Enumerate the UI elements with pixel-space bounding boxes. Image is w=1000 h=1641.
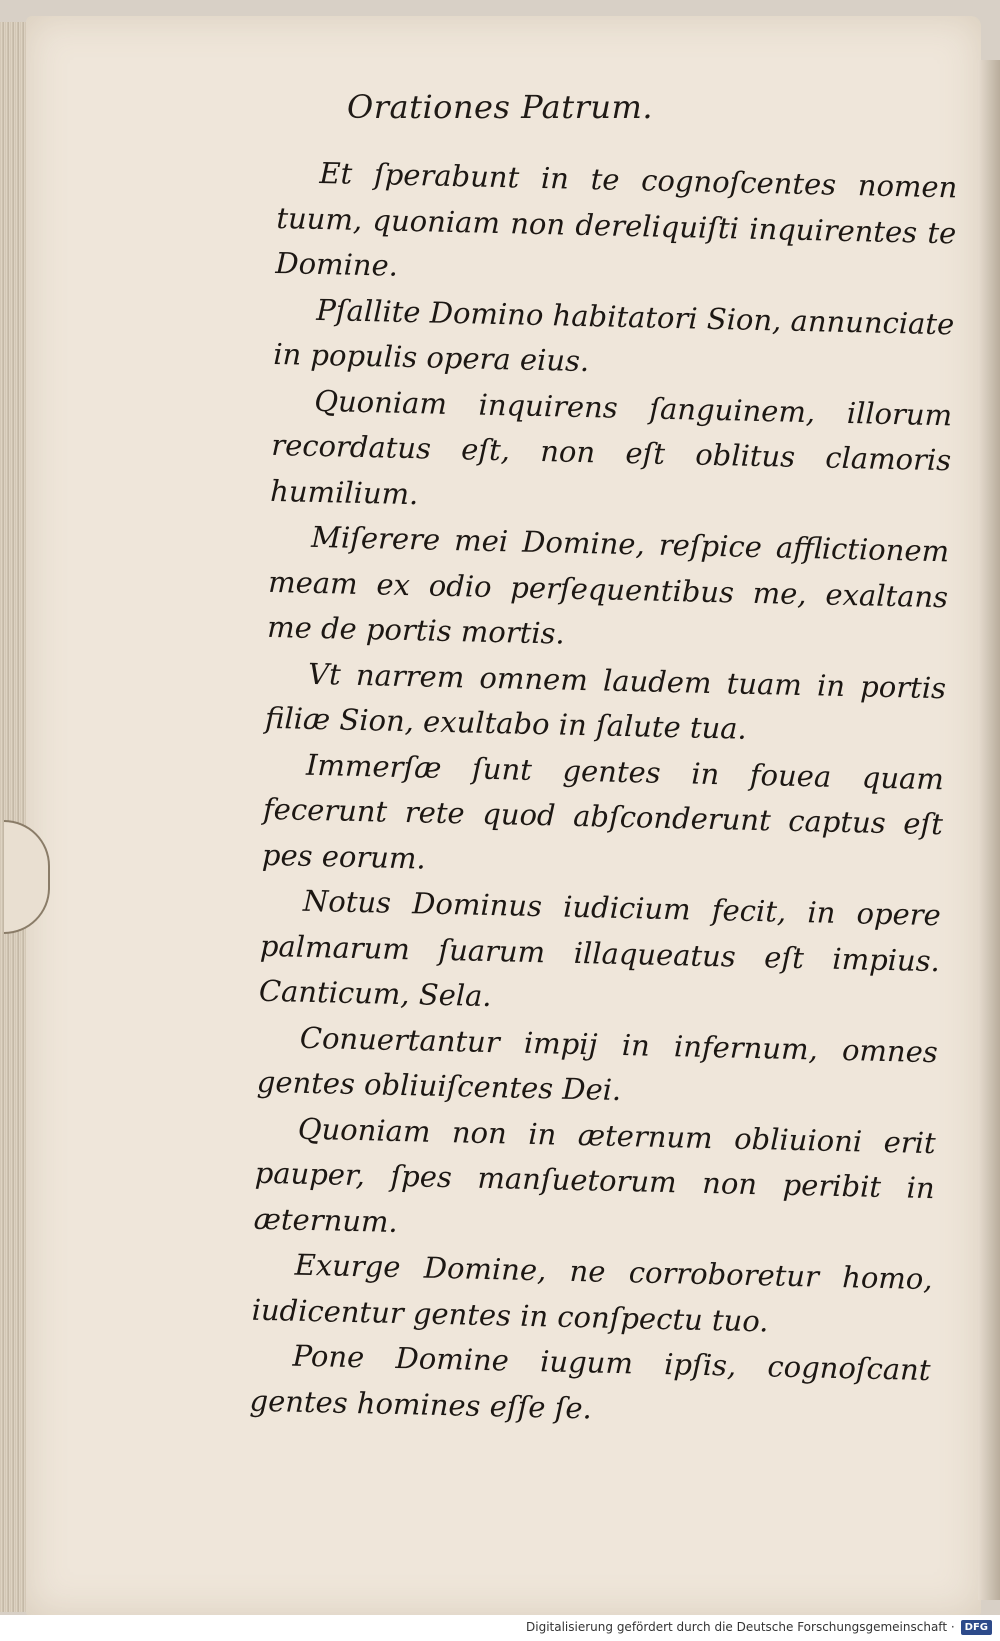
credit-text: Digitalisierung gefördert durch die Deutsche Forschungsgemeinschaft ·: [526, 1620, 955, 1634]
running-head: Orationes Patrum.: [346, 88, 654, 126]
verse-3: Quoniam inquirens ſanguinem, illorum recordatus eſt, non eſt oblitus clamoris humilium.: [269, 383, 953, 511]
verse-1: Et ſperabunt in te cognoſcentes nomen tuum, quoniam non dereliquiſti inquirentes te Domine.: [275, 155, 958, 283]
verse-9: Quoniam non in æternum obliuioni erit pauper, ſpes manſuetorum non peribit in æternum.: [253, 1111, 937, 1239]
verse-11: Pone Domine iugum ipſis, cognoſcant gentes homines eſſe ſe.: [249, 1338, 931, 1425]
verse-7: Notus Dominus iudicium fecit, in opere palmarum ſuarum illaqueatus eſt impius. Canticum, Sela.: [258, 883, 942, 1014]
digitization-credit: [526, 1617, 992, 1637]
verse-5: Vt narrem omnem laudem tuam in portis filiæ Sion, exultabo in ſalute tua.: [264, 656, 947, 746]
verse-4: Miſerere mei Domine, reſpice afflictionem meam ex odio perſequentibus me, exaltans me de portis mortis.: [266, 519, 950, 651]
verse-2: Pſallite Domino habitatori Sion, annunciate in populis opera eius.: [272, 292, 955, 379]
page-text: [249, 150, 958, 1439]
page-gutter-shadow: [978, 60, 1000, 1600]
verse-10: Exurge Domine, ne corroboretur homo, iudicentur gentes in conſpectu tuo.: [251, 1247, 933, 1338]
verse-8: Conuertantur impij in infernum, omnes gentes obliuiſcentes Dei.: [256, 1020, 939, 1108]
dfg-logo: DFG: [961, 1620, 992, 1635]
verse-6: Immerſæ ſunt gentes in fouea quam fecerunt rete quod abſconderunt captus eſt pes eorum.: [261, 747, 945, 876]
